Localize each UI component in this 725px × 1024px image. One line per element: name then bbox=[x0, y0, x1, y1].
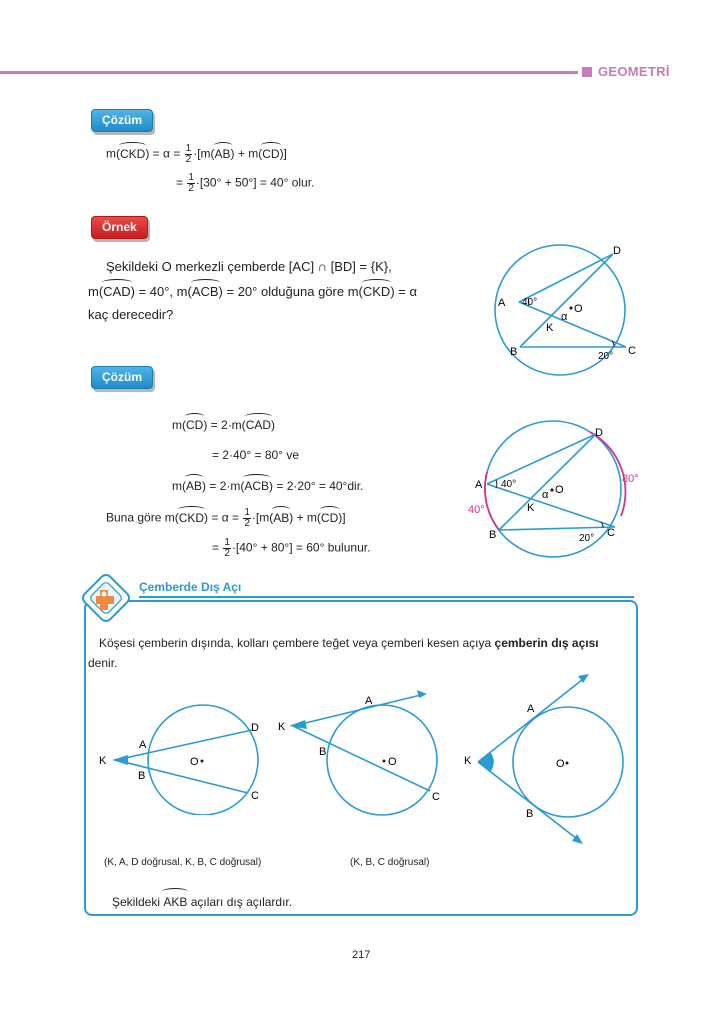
svg-text:A: A bbox=[365, 695, 373, 707]
svg-text:B: B bbox=[319, 746, 327, 758]
diagram-tangent-secant bbox=[275, 688, 445, 818]
svg-text:B: B bbox=[138, 770, 146, 782]
diagram-secants bbox=[94, 700, 274, 815]
header-rule bbox=[0, 71, 578, 74]
label-c: C bbox=[628, 345, 636, 357]
concept-definition-end: denir. bbox=[88, 656, 118, 670]
caption-diagram-1: (K, A, D doğrusal, K, B, C doğrusal) bbox=[104, 857, 262, 868]
example-line3: kaç derecedir? bbox=[88, 307, 174, 322]
concept-definition: Köşesi çemberin dışında, kolları çembere teğet veya çemberi kesen açıya çemberin dış açısı bbox=[99, 636, 599, 650]
example-figure bbox=[480, 230, 660, 380]
solution2-line1: m(CD) = 2·m(CAD) bbox=[172, 418, 276, 432]
arc-ab-highlight bbox=[485, 472, 499, 530]
section-title: GEOMETRİ bbox=[598, 64, 670, 79]
arrow-icon bbox=[417, 690, 427, 698]
svg-text:D: D bbox=[251, 722, 259, 734]
solution2-line4: Buna göre m(CKD) = α = $\frac{1}{2}$ ·[m(AB) + m(CD)] bbox=[106, 507, 346, 529]
page-number: 217 bbox=[352, 949, 371, 961]
label-b: B bbox=[489, 529, 497, 541]
example-line2: m(CAD) = 40°, m(ACB) = 20° olduğuna göre m(CKD) = α bbox=[88, 284, 417, 299]
example-badge: Örnek bbox=[91, 216, 148, 239]
label-b: B bbox=[510, 346, 518, 358]
solution-badge-2: Çözüm bbox=[91, 366, 153, 389]
label-alpha: α bbox=[542, 489, 549, 501]
svg-text:O: O bbox=[556, 758, 565, 770]
label-a: A bbox=[475, 479, 483, 491]
example-line1: Şekildeki O merkezli çemberde [AC] ∩ [BD] = {K}, bbox=[106, 259, 392, 274]
solution-badge-1: Çözüm bbox=[91, 109, 153, 132]
label-angle-a: 40° bbox=[501, 479, 517, 490]
label-d: D bbox=[613, 245, 621, 257]
label-a: A bbox=[498, 297, 506, 309]
label-c: C bbox=[607, 527, 615, 539]
concept-title: Çemberde Dış Açı bbox=[139, 580, 242, 594]
svg-text:A: A bbox=[139, 739, 147, 751]
label-o: O bbox=[574, 303, 583, 315]
puzzle-icon bbox=[82, 574, 134, 626]
solution-figure bbox=[455, 412, 655, 567]
label-alpha: α bbox=[561, 311, 568, 323]
solution2-line3: m(AB) = 2·m(ACB) = 2·20° = 40°dir. bbox=[172, 479, 364, 493]
svg-text:O: O bbox=[388, 756, 397, 768]
concept-box-rule bbox=[139, 596, 634, 598]
label-arc-ab: 40° bbox=[468, 504, 485, 516]
label-k: K bbox=[546, 322, 554, 334]
svg-text:K: K bbox=[278, 721, 286, 733]
solution2-line2: = 2·40° = 80° ve bbox=[212, 448, 299, 462]
angle-marker-icon bbox=[112, 755, 128, 765]
caption-diagram-2: (K, B, C doğrusal) bbox=[350, 857, 430, 868]
label-angle-c: 20° bbox=[598, 351, 614, 362]
svg-text:K: K bbox=[464, 755, 472, 767]
solution1-line1: m(CKD) = α = $\frac{1}{2}$ ·[m(AB) + m(CD)] bbox=[106, 143, 287, 165]
svg-text:C: C bbox=[251, 790, 259, 802]
label-o: O bbox=[555, 484, 564, 496]
svg-text:B: B bbox=[526, 808, 534, 820]
header-square-icon bbox=[582, 67, 592, 77]
svg-text:A: A bbox=[527, 703, 535, 715]
svg-text:O: O bbox=[190, 756, 199, 768]
svg-text:K: K bbox=[99, 755, 107, 767]
label-arc-cd: 80° bbox=[622, 473, 639, 485]
solution2-line5: = $\frac{1}{2}$ ·[40° + 80°] = 60° bulunur. bbox=[212, 537, 371, 559]
concept-footer: Şekildeki AKB açıları dış açılardır. bbox=[112, 893, 292, 912]
label-k: K bbox=[527, 502, 535, 514]
label-angle-c: 20° bbox=[579, 533, 595, 544]
label-d: D bbox=[595, 427, 603, 439]
svg-text:C: C bbox=[432, 791, 440, 803]
label-angle-a: 40° bbox=[522, 297, 538, 308]
solution1-line2: = $\frac{1}{2}$ ·[30° + 50°] = 40° olur. bbox=[176, 172, 315, 194]
diagram-two-tangents bbox=[460, 670, 640, 850]
